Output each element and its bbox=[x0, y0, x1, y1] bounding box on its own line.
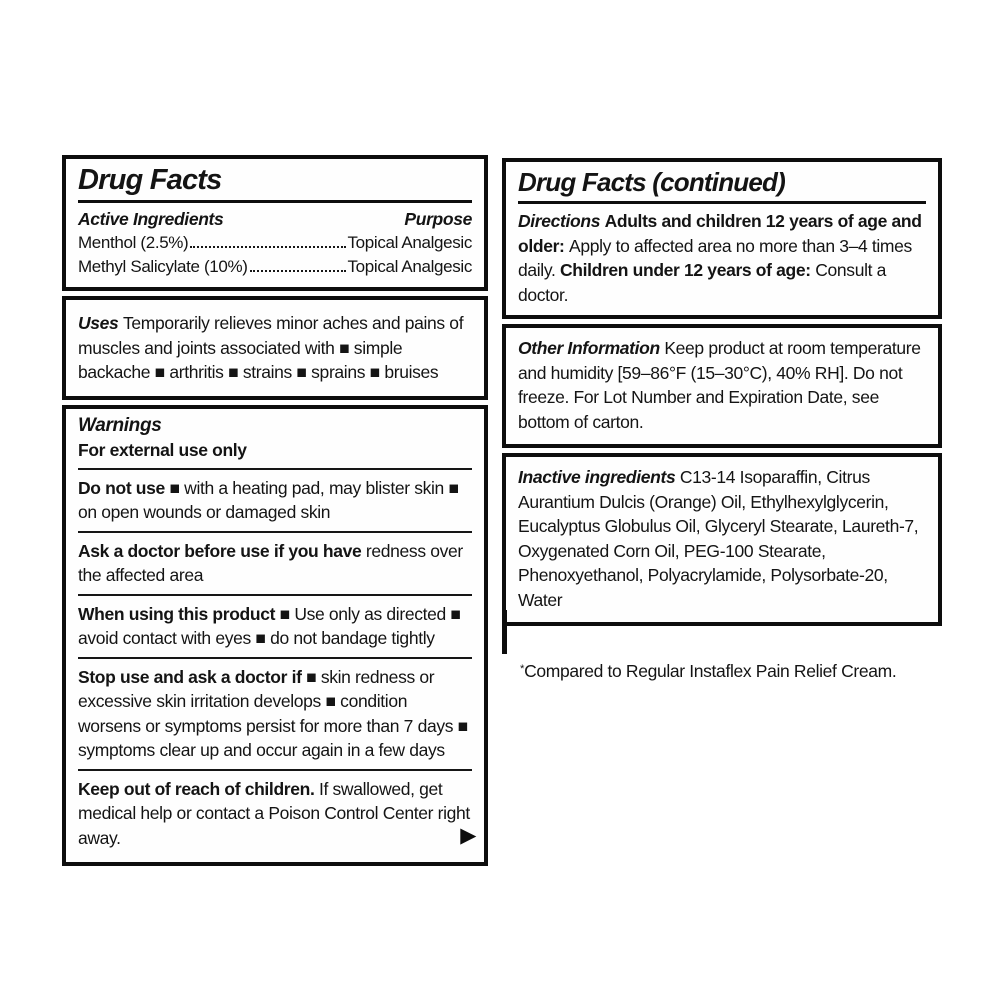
continue-arrow-icon: ▶ bbox=[460, 823, 476, 847]
section-divider bbox=[78, 594, 472, 596]
other-information-box bbox=[502, 324, 942, 448]
drug-facts-title: Drug Facts bbox=[78, 164, 222, 196]
directions-paragraph: Directions Adults and children 12 years of age and older: Apply to affected area no more than 3–4 times daily. Children under 12 years of age: Consult a doctor. bbox=[518, 211, 922, 305]
section-divider bbox=[78, 657, 472, 659]
section-divider bbox=[78, 531, 472, 533]
warnings-heading: Warnings bbox=[78, 414, 162, 436]
ask-doctor-paragraph: Ask a doctor before use if you have redness over the affected area bbox=[78, 540, 463, 585]
title-rule bbox=[518, 201, 926, 204]
drug-facts-continued-title: Drug Facts (continued) bbox=[518, 167, 785, 197]
drug-facts-panel-left bbox=[62, 155, 488, 866]
warnings-box bbox=[62, 405, 488, 867]
footnote: *Compared to Regular Instaflex Pain Relief Cream. bbox=[520, 661, 897, 682]
section-divider bbox=[78, 769, 472, 771]
inactive-ingredients-paragraph: Inactive ingredients C13-14 Isoparaffin, Citrus Aurantium Dulcis (Orange) Oil, Ethylhexylglycerin, Eucalyptus Globulus Oil, Glyceryl Stearate, Laureth-7, Oxygenated Corn Oil, PEG-100 Stearate, Phenoxyethanol, Polyacrylamide, Polysorbate-20, Water bbox=[518, 467, 919, 610]
keep-out-of-reach-paragraph: Keep out of reach of children. If swallowed, get medical help or contact a Poison Control Center right away. bbox=[78, 778, 470, 848]
ingredient-name: Menthol (2.5%) bbox=[78, 233, 189, 252]
section-divider bbox=[78, 468, 472, 470]
panel-edge-mark bbox=[502, 610, 507, 654]
when-using-paragraph: When using this product ■ Use only as directed ■ avoid contact with eyes ■ do not bandage tightly bbox=[78, 603, 461, 648]
active-ingredients-column-label: Active Ingredients bbox=[78, 209, 224, 229]
other-information-paragraph: Other Information Keep product at room temperature and humidity [59–86°F (15–30°C), 40% RH]. Do not freeze. For Lot Number and Expiration Date, see bottom of carton. bbox=[518, 338, 921, 432]
drug-facts-panel-right bbox=[502, 158, 942, 683]
dotted-leader bbox=[250, 270, 346, 272]
do-not-use-paragraph: Do not use ■ with a heating pad, may blister skin ■ on open wounds or damaged skin bbox=[78, 477, 459, 522]
ingredient-name: Methyl Salicylate (10%) bbox=[78, 257, 248, 276]
stop-use-paragraph: Stop use and ask a doctor if ■ skin redness or excessive skin irritation develops ■ condition worsens or symptoms persist for more than 7 days ■ symptoms clear up and occur again in a few days bbox=[78, 666, 468, 760]
ingredient-row bbox=[78, 231, 472, 255]
uses-paragraph: Uses Temporarily relieves minor aches and pains of muscles and joints associated with ■ simple backache ■ arthritis ■ strains ■ sprains ■ bruises bbox=[78, 313, 464, 382]
ingredient-purpose: Topical Analgesic bbox=[347, 233, 472, 252]
dotted-leader bbox=[190, 246, 345, 248]
active-ingredients-header bbox=[78, 208, 472, 231]
ingredient-row bbox=[78, 255, 472, 279]
directions-box bbox=[502, 158, 942, 319]
title-rule bbox=[78, 200, 472, 203]
purpose-column-label: Purpose bbox=[404, 209, 472, 229]
uses-box bbox=[62, 296, 488, 400]
active-ingredients-box bbox=[62, 155, 488, 291]
ingredient-purpose: Topical Analgesic bbox=[347, 257, 472, 276]
external-use-label: For external use only bbox=[78, 439, 247, 460]
inactive-ingredients-box bbox=[502, 453, 942, 626]
